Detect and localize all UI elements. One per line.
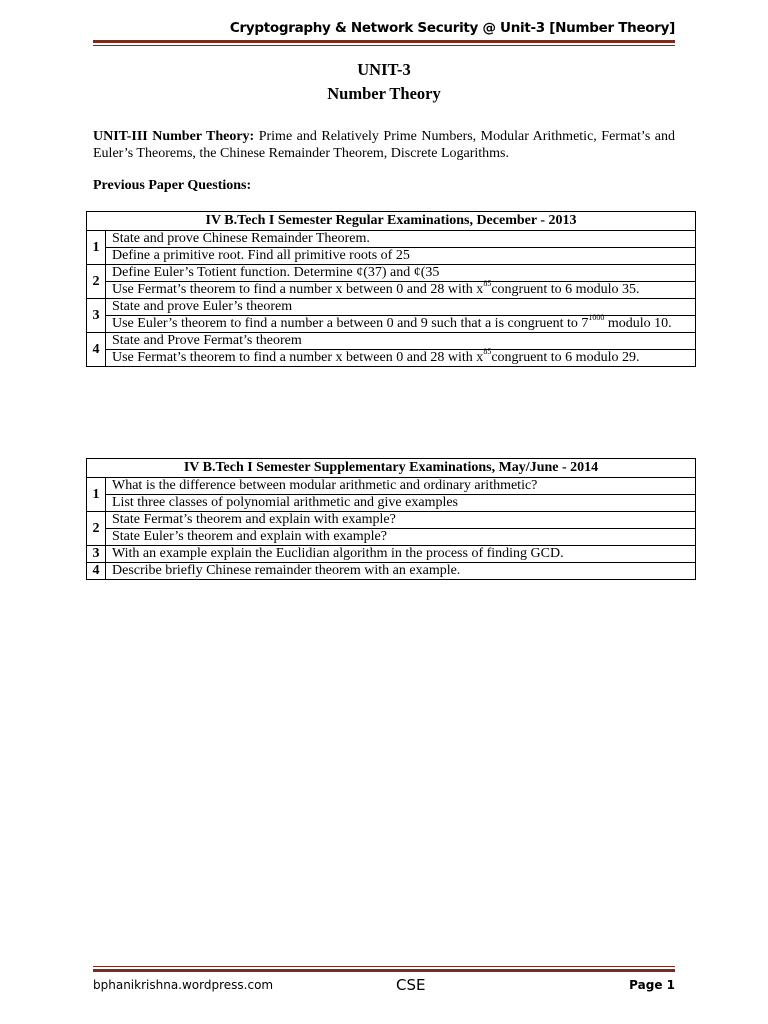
question-text: State and prove Euler’s theorem xyxy=(106,299,696,316)
footer-rule-thin xyxy=(93,966,675,967)
question-text xyxy=(106,313,696,333)
footer-department: CSE xyxy=(396,976,426,994)
question-fragment: congruent to 6 modulo 29. xyxy=(491,350,640,365)
footer-rule xyxy=(93,969,675,972)
question-text: State Euler’s theorem and explain with example? xyxy=(106,529,696,546)
superscript: 85 xyxy=(483,347,492,356)
question-text: Define a primitive root. Find all primitive roots of 25 xyxy=(106,248,696,265)
syllabus-label: UNIT-III Number Theory: xyxy=(93,129,255,144)
table-row xyxy=(87,512,696,529)
header-rule-thin xyxy=(93,45,675,46)
question-text: List three classes of polynomial arithmetic and give examples xyxy=(106,495,696,512)
running-header: Cryptography & Network Security @ Unit-3 [Number Theory] xyxy=(229,20,675,36)
table-row xyxy=(87,546,696,563)
question-fragment: Use Euler’s theorem to find a number a between 0 and 9 such that a is congruent to 7 xyxy=(112,316,589,331)
question-number: 3 xyxy=(87,299,106,333)
table-row xyxy=(87,231,696,248)
exam-table-2014 xyxy=(86,458,696,580)
page-number: Page 1 xyxy=(629,978,675,992)
question-number: 3 xyxy=(87,546,106,563)
question-number: 2 xyxy=(87,512,106,546)
question-text: State Fermat’s theorem and explain with example? xyxy=(106,512,696,529)
question-number: 1 xyxy=(87,231,106,265)
question-number: 2 xyxy=(87,265,106,299)
question-text xyxy=(106,347,696,367)
footer-website: bphanikrishna.wordpress.com xyxy=(93,978,274,992)
question-text: With an example explain the Euclidian algorithm in the process of finding GCD. xyxy=(106,546,696,563)
superscript: 85 xyxy=(483,279,492,288)
question-text: What is the difference between modular arithmetic and ordinary arithmetic? xyxy=(106,478,696,495)
question-fragment: congruent to 6 modulo 35. xyxy=(491,282,640,297)
table-row xyxy=(87,265,696,282)
table-row xyxy=(87,529,696,546)
table-row xyxy=(87,478,696,495)
syllabus-text: Prime and Relatively Prime Numbers, Modular Arithmetic, Fermat’s and Euler’s Theorems, the Chinese Remainder Theorem, Discrete Logarithms. xyxy=(93,129,675,161)
question-text: Describe briefly Chinese remainder theorem with an example. xyxy=(106,563,696,580)
table-row xyxy=(87,282,696,299)
unit-title: Number Theory xyxy=(327,84,441,103)
table-row xyxy=(87,495,696,512)
question-fragment: modulo 10. xyxy=(607,316,672,331)
syllabus-paragraph xyxy=(93,128,675,162)
question-fragment: Use Fermat’s theorem to find a number x between 0 and 28 with x xyxy=(112,350,484,365)
question-number: 1 xyxy=(87,478,106,512)
question-text xyxy=(106,279,696,299)
exam-title: IV B.Tech I Semester Supplementary Examinations, May/June - 2014 xyxy=(87,459,696,478)
question-text: State and Prove Fermat’s theorem xyxy=(106,333,696,350)
table-row xyxy=(87,316,696,333)
unit-number: UNIT-3 xyxy=(357,60,411,79)
question-number: 4 xyxy=(87,563,106,580)
question-number: 4 xyxy=(87,333,106,367)
table-row xyxy=(87,333,696,350)
question-fragment: Use Fermat’s theorem to find a number x between 0 and 28 with x xyxy=(112,282,484,297)
previous-questions-heading: Previous Paper Questions: xyxy=(93,178,252,193)
header-rule xyxy=(93,40,675,43)
question-text: Define Euler’s Totient function. Determine ¢(37) and ¢(35 xyxy=(106,265,696,282)
exam-title: IV B.Tech I Semester Regular Examinations, December - 2013 xyxy=(87,212,696,231)
table-row xyxy=(87,350,696,367)
table-row xyxy=(87,248,696,265)
exam-table-2013 xyxy=(86,211,696,367)
table-row xyxy=(87,563,696,580)
question-text: State and prove Chinese Remainder Theorem. xyxy=(106,231,696,248)
superscript: 1000 xyxy=(588,313,605,322)
